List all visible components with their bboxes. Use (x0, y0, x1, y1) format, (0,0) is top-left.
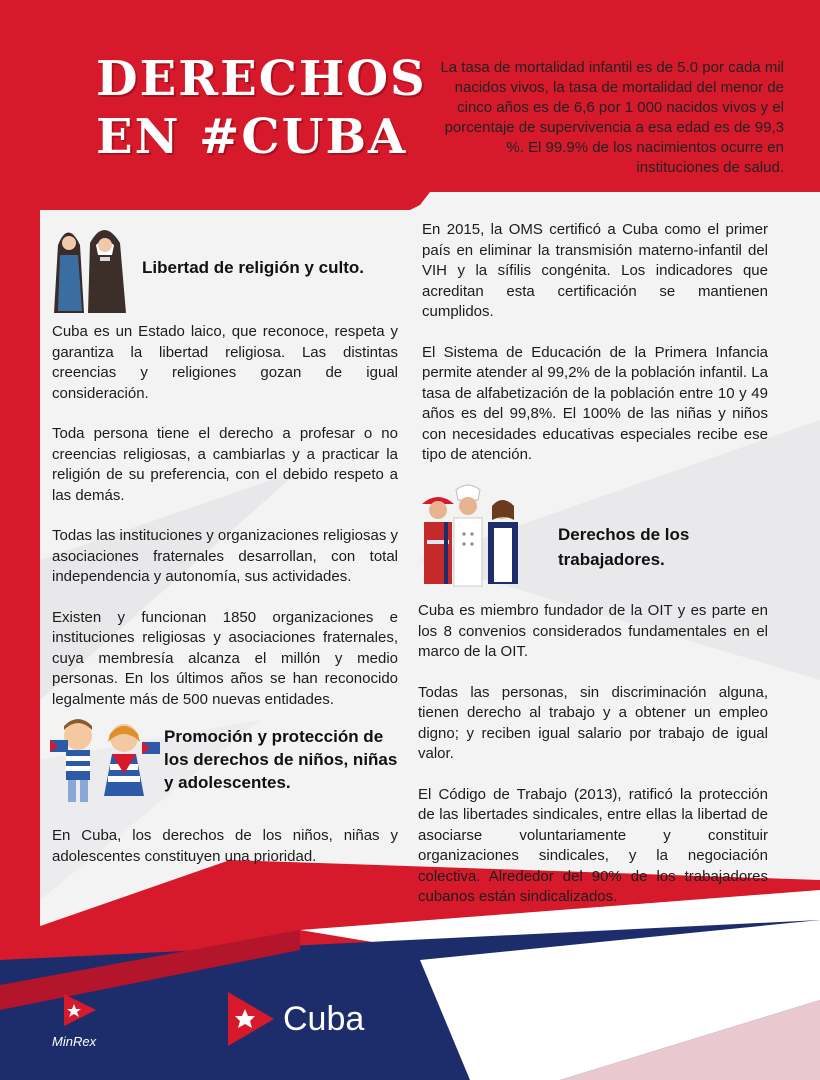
children-with-flags-illustration (48, 712, 160, 812)
workers-illustration (418, 480, 528, 590)
page-title (96, 50, 427, 166)
children-paragraph: En Cuba, los derechos de los niños, niñas y adolescentes constituyen una prioridad. (52, 827, 398, 865)
title-line-2: EN #CUBA (96, 109, 408, 165)
cuba-label: Cuba (283, 1000, 365, 1038)
religion-paragraph-1: Cuba es un Estado laico, que reconoce, respeta y garantiza la libertad religiosa. Las distintas creencias y religiones gozan de igual consideración. (52, 323, 398, 402)
workers-paragraph-1: Cuba es miembro fundador de la OIT y es parte en los 8 convenios considerados fundamentales en el marco de la OIT. (418, 602, 768, 660)
children-heading: Promoción y protección de los derechos de niños, niñas y adolescentes. (164, 727, 398, 792)
workers-paragraph-3: El Código de Trabajo (2013), ratificó la protección de las libertades sindicales, entre ellas la libertad de asociarse voluntariamente y constituir organizaciones sindicales, y la negociación colectiva. Alrededor del 90% de los trabajadores cubanos están sindicalizados. (418, 785, 768, 905)
religion-paragraph-3: Todas las instituciones y organizaciones religiosas y asociaciones fraternales desarrollan, con total independencia y autonomía, sus actividades. (52, 527, 399, 585)
religion-paragraph-4: Existen y funcionan 1850 organizaciones e instituciones religiosas y asociaciones fraternales, cuya membresía alcanza el millón y medio personas. En los últimos años se han reconocido legalmente más de 500 nuevas entidades. (52, 608, 398, 708)
star-flag-icon (224, 992, 276, 1046)
title-line-1: DERECHOS (96, 51, 427, 107)
religion-paragraph-2: Toda persona tiene el derecho a profesar o no creencias religiosas, a cambiarlas y a practicar la religión de su preferencia, con el debido respeto a las demás. (52, 425, 398, 504)
religion-heading: Libertad de religión y culto. (142, 258, 364, 277)
health-paragraph-2: El Sistema de Educación de la Primera Infancia permite atender al 99,2% de la población infantil. La tasa de alfabetización de la población entre 10 y 49 años es del 99,8%. El 100% de las niñas y niños con necesidades educativas especiales recibe ese tipo de atención. (422, 343, 768, 463)
mortality-paragraph: La tasa de mortalidad infantil es de 5.0 por cada mil nacidos vivos, la tasa de mortalidad del menor de cinco años es de 6,6 por 1 000 nacidos vivos y el porcentaje de supervivencia a esa edad es de 99,3 %. El 99.9% de los nacimientos ocurre en instituciones de salud. (440, 59, 784, 176)
minrex-logo (50, 990, 130, 1050)
workers-heading: Derechos de los trabajadores. (558, 525, 690, 569)
minrex-logo-text: MinRex (52, 1034, 97, 1049)
health-paragraph-1: En 2015, la OMS certificó a Cuba como el primer país en eliminar la transmisión materno-infantil del VIH y la sífilis congénita. Los indicadores que acreditan esta certificación se mantienen cumplidos. (422, 221, 768, 320)
workers-paragraph-2: Todas las personas, sin discriminación alguna, tienen derecho al trabajo y a obtener un empleo digno; y reciben igual salario por trabajo de igual valor. (418, 683, 768, 762)
